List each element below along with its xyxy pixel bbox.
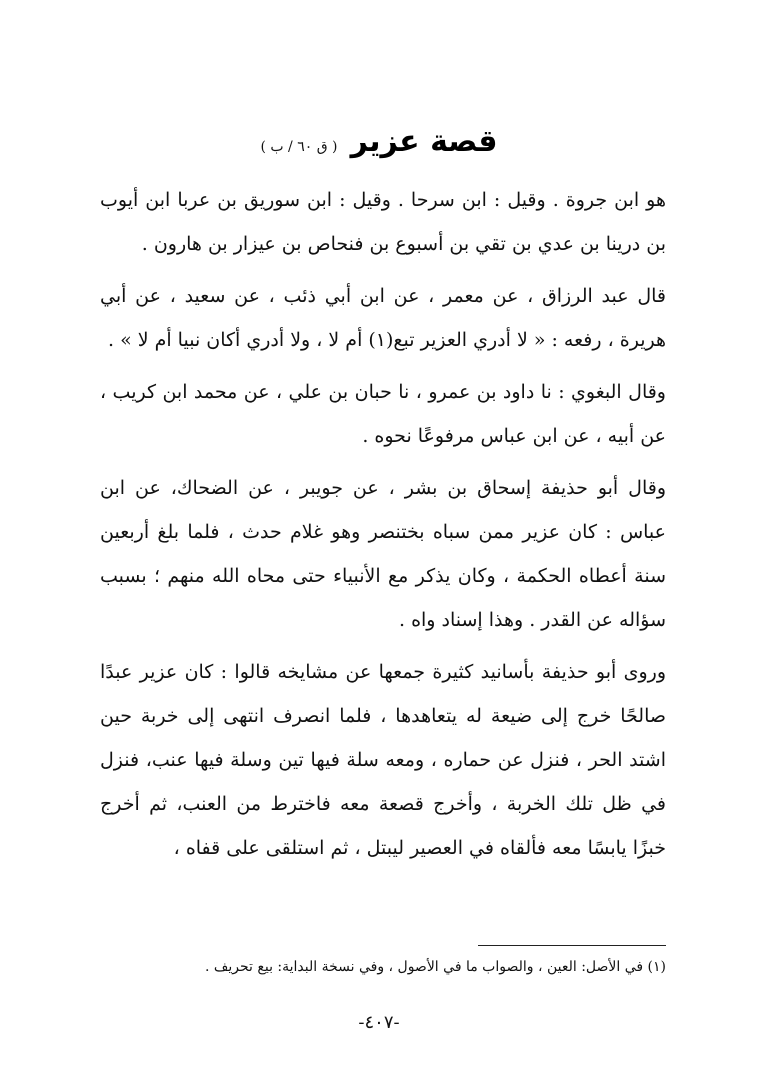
chapter-title: قصة عزير (350, 124, 498, 159)
paragraph-abdurrazzaq-narration: قال عبد الرزاق ، عن معمر ، عن ابن أبي ذئب ، عن سعيد ، عن أبي هريرة ، رفعه : « لا أدري العزير تبع(١) أم لا ، ولا أدري أكان نبيا أم لا » . (100, 285, 666, 351)
paragraph-baghawi-narration: وقال البغوي : نا داود بن عمرو ، نا حبان بن علي ، عن محمد ابن كريب ، عن أبيه ، عن ابن عباس مرفوعًا نحوه . (100, 381, 666, 447)
paragraph-story-narration: وروى أبو حذيفة بأسانيد كثيرة جمعها عن مشايخه قالوا : كان عزير عبدًا صالحًا خرج إلى ضيعة له يتعاهدها ، فلما انصرف انتهى إلى خربة حين اشتد الحر ، فنزل عن حماره ، ومعه سلة فيها تين وسلة فيها عنب، فنزل في ظل تلك الخربة ، وأخرج قصعة معه فاخترط من العنب، ثم أخرج خبزًا يابسًا معه فألقاه في العصير ليبتل ، ثم استلقى على قفاه ، (100, 661, 666, 859)
chapter-heading (0, 124, 758, 159)
main-text (100, 178, 666, 878)
paragraph-lineage: هو ابن جروة . وقيل : ابن سرحا . وقيل : ابن سوريق بن عربا ابن أيوب بن درينا بن عدي بن تقي بن أسبوع بن فنحاص بن عيزار بن هارون . (100, 189, 666, 255)
footnote-separator (478, 945, 666, 946)
footnote: (١) في الأصل: العين ، والصواب ما في الأصول ، وفي نسخة البداية: بيع تحريف . (205, 959, 666, 975)
page-number: -٤٠٧- (358, 1012, 400, 1033)
paragraph-abu-hudhayfa-narration: وقال أبو حذيفة إسحاق بن بشر ، عن جويبر ، عن الضحاك، عن ابن عباس : كان عزير ممن سباه بختنصر وهو غلام حدث ، فلما بلغ أربعين سنة أعطاه الحكمة ، وكان يذكر مع الأنبياء حتى محاه الله منهم ؛ بسبب سؤاله عن القدر . وهذا إسناد واه . (100, 477, 666, 631)
manuscript-folio-reference: ( ق ٦٠ / ب ) (260, 139, 338, 155)
